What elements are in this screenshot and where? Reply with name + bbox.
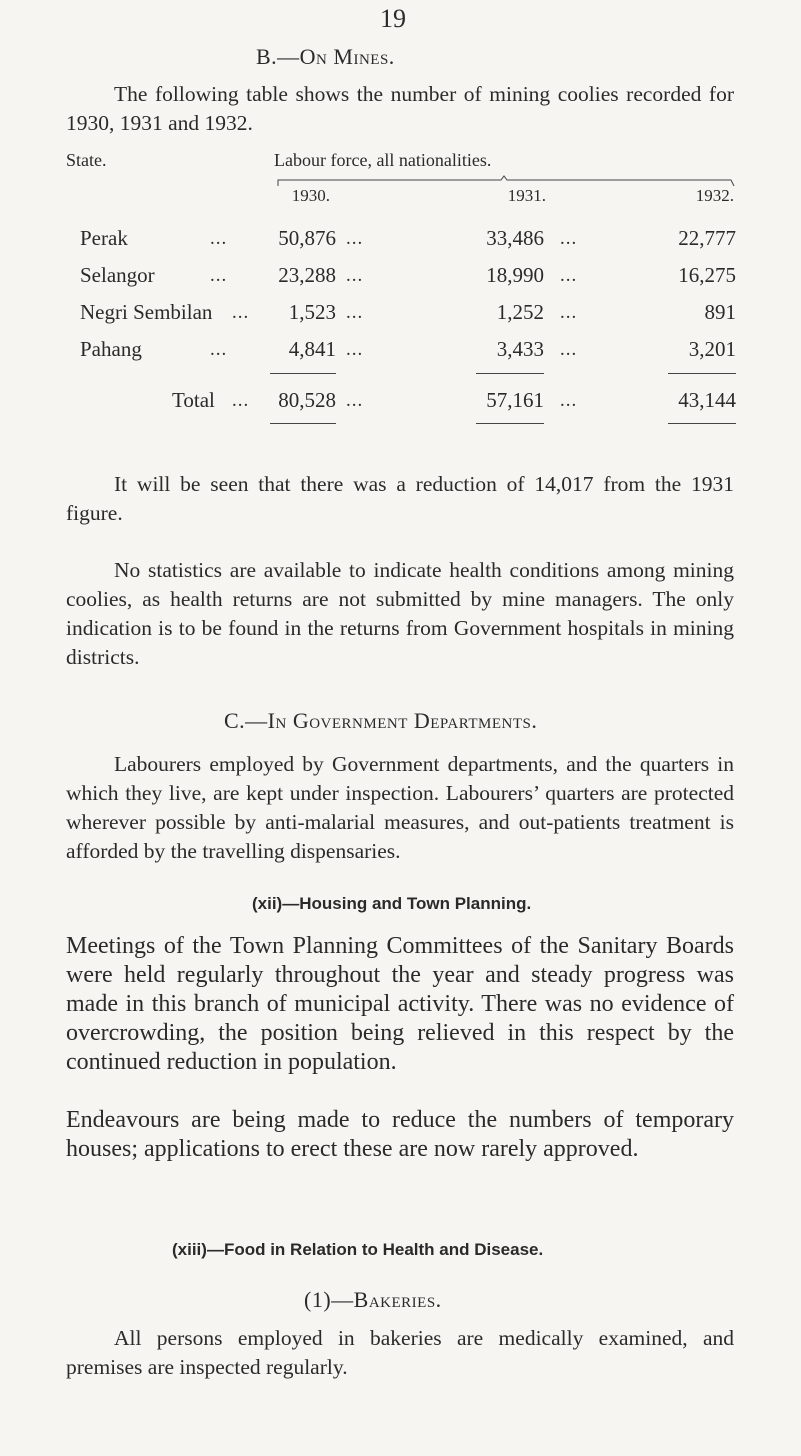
table-cell: 23,288 (278, 263, 336, 287)
table-row-state: Negri Sembilan (80, 300, 213, 324)
dot-leader: ... (560, 228, 578, 249)
table-total-label: Total (172, 388, 215, 412)
table-cell: 1,523 (288, 300, 336, 324)
section-xii-para1 (66, 932, 734, 1077)
section-b-title: B.—On Mines. (256, 44, 395, 69)
dot-leader: ... (346, 228, 364, 249)
bakeries-body (66, 1324, 734, 1382)
page-number: 19 (380, 4, 406, 33)
section-xii-title: (xii)—Housing and Town Planning. (252, 894, 532, 913)
dot-leader: ... (346, 302, 364, 323)
table-total-cell: 43,144 (678, 388, 736, 412)
year-header-1931: 1931. (507, 186, 546, 205)
section-xii-para2-text: Endeavours are being made to reduce the numbers of temporary houses; applications to erect these are now rarely approved. (66, 1107, 734, 1162)
section-b-intro (66, 80, 734, 138)
section-c-body (66, 750, 734, 866)
para-reduction (66, 470, 734, 528)
section-xii-para1-text: Meetings of the Town Planning Committees of the Sanitary Boards were held regularly throughout the year and steady progress was made in this branch of municipal activity. There was no evidence of overcrowding, the position being relieved in this respect by the continued reduction in population. (66, 933, 734, 1075)
table-row-state: Pahang (80, 337, 142, 361)
table-cell: 1,252 (496, 300, 544, 324)
table-cell: 4,841 (288, 337, 336, 361)
table-total-cell: 57,161 (486, 388, 544, 412)
para-statistics-text: No statistics are available to indicate health conditions among mining coolies, as health returns are not submitted by mine managers. The only indication is to be found in the returns from Government hospitals in mining districts. (66, 558, 734, 669)
section-c-title: C.—In Government Departments. (224, 708, 538, 733)
dot-leader: ... (560, 339, 578, 360)
table-cell: 22,777 (678, 226, 736, 250)
dot-leader: ... (560, 302, 578, 323)
total-rule (270, 373, 336, 374)
year-header-1930: 1930. (291, 186, 330, 205)
table-cell: 33,486 (486, 226, 544, 250)
total-underline (270, 423, 336, 424)
total-rule (476, 373, 544, 374)
section-xiii-title: (xiii)—Food in Relation to Health and Disease. (172, 1240, 544, 1259)
dot-leader: ... (346, 265, 364, 286)
total-underline (476, 423, 544, 424)
total-rule (668, 373, 736, 374)
bakeries-subtitle: (1)—Bakeries. (304, 1287, 442, 1312)
dot-leader: ... (560, 390, 578, 411)
table-cell: 3,201 (688, 337, 736, 361)
table-cell: 16,275 (678, 263, 736, 287)
dot-leader: ... (560, 265, 578, 286)
section-c-body-text: Labourers employed by Government departments, and the quarters in which they live, are kept under inspection. Labourers’ quarters are protected wherever possible by anti-malarial measures, and out-patients treatment is afforded by the travelling dispensaries. (66, 752, 734, 863)
dot-leader: ... (210, 265, 228, 286)
bakeries-body-text: All persons employed in bakeries are medically examined, and premises are inspected regularly. (66, 1326, 734, 1379)
table-cell: 50,876 (278, 226, 336, 250)
dot-leader: ... (232, 390, 250, 411)
table-total-cell: 80,528 (278, 388, 336, 412)
dot-leader: ... (210, 228, 228, 249)
dot-leader: ... (232, 302, 250, 323)
table-row-state: Selangor (80, 263, 155, 287)
table-row-state: Perak (80, 226, 128, 250)
table-state-header: State. (66, 150, 107, 170)
table-cell: 891 (704, 300, 736, 324)
para-reduction-text: It will be seen that there was a reduction of 14,017 from the 1931 figure. (66, 472, 734, 525)
dot-leader: ... (210, 339, 228, 360)
total-underline (668, 423, 736, 424)
section-xii-para2 (66, 1106, 734, 1164)
section-b-intro-text: The following table shows the number of mining coolies recorded for 1930, 1931 and 1932. (66, 82, 734, 135)
table-cell: 18,990 (486, 263, 544, 287)
para-statistics (66, 556, 734, 672)
table-cell: 3,433 (496, 337, 544, 361)
year-header-1932: 1932. (695, 186, 734, 205)
dot-leader: ... (346, 390, 364, 411)
table-group-header: Labour force, all nationalities. (274, 150, 492, 170)
dot-leader: ... (346, 339, 364, 360)
